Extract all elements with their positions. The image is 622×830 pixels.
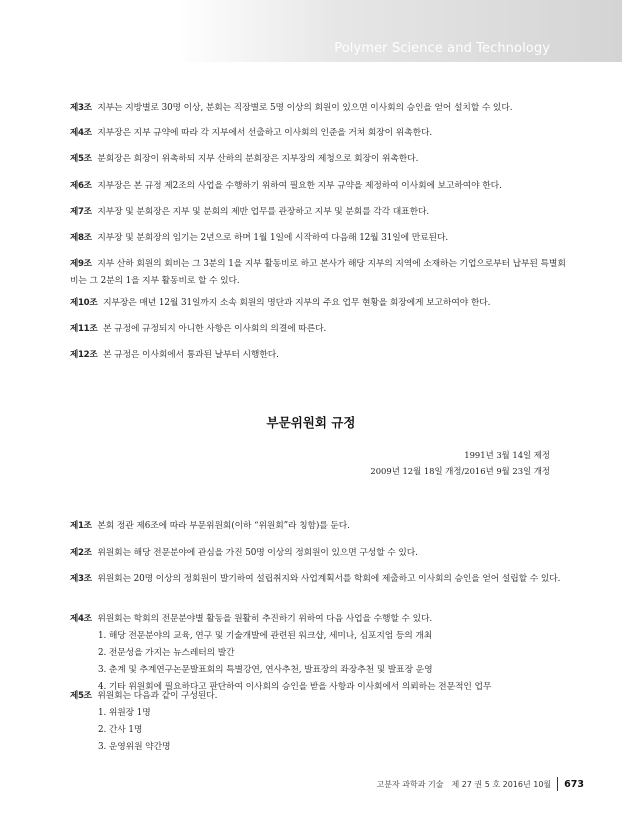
article-text: 분회장은 회장이 위촉하되 지부 산하의 분회장은 지부장의 제청으로 회장이 위촉한다. (97, 154, 419, 164)
branch-article-3 (70, 100, 568, 117)
committee-article-1 (70, 518, 568, 535)
branch-article-12 (70, 347, 568, 364)
article-text: 지부장은 본 규정 제2조의 사업을 수행하기 위하여 필요한 지부 규약을 제정하여 이사회에 보고하여야 한다. (97, 181, 502, 191)
footer-journal: 고분자 과학과 기술 (376, 779, 444, 789)
branch-article-7 (70, 204, 568, 221)
list-item: 3. 춘계 및 추계연구논문발표회의 특별강연, 연사추천, 발표장의 좌장추천 및 발표장 운영 (98, 665, 433, 675)
article-text: 지부 산하 회원의 회비는 그 3분의 1을 지부 활동비로 하고 본사가 해당 지부의 지역에 소재하는 기업으로부터 납부된 특별회비는 그 2분의 1을 지부 활동비로 할 수 있다. (70, 259, 566, 286)
branch-article-8 (70, 230, 568, 247)
footer-issue: 제 27 권 5 호 2016년 10월 (451, 779, 552, 789)
article-number: 제2조 (70, 548, 92, 558)
committee-article-2 (70, 545, 568, 562)
article-number: 제3조 (70, 103, 92, 113)
branch-article-5 (70, 151, 568, 168)
article-text: 위원회는 다음과 같이 구성된다. (97, 691, 218, 701)
list-item: 3. 운영위원 약간명 (98, 742, 171, 752)
branch-article-4 (70, 125, 568, 142)
article-text: 지부장 및 분회장의 임기는 2년으로 하며 1월 1일에 시작하여 다음해 12월 31일에 만료된다. (97, 233, 449, 243)
enactment-date: 1991년 3월 14일 제정 (464, 450, 550, 460)
article-number: 제5조 (70, 154, 92, 164)
article-text: 지부장은 매년 12월 31일까지 소속 회원의 명단과 지부의 주요 업무 현황을 회장에게 보고하여야 한다. (103, 298, 491, 308)
article-number: 제12조 (70, 350, 98, 360)
committee-article-3 (70, 571, 568, 588)
article-number: 제4조 (70, 614, 92, 624)
article-text: 위원회는 학회의 전문분야별 활동을 원활히 추진하기 위하여 다음 사업을 수행할 수 있다. (97, 614, 433, 624)
article-number: 제6조 (70, 181, 92, 191)
article-number: 제9조 (70, 259, 92, 269)
article-number: 제10조 (70, 298, 98, 308)
branch-article-11 (70, 321, 568, 338)
list-item: 1. 해당 전문분야의 교육, 연구 및 기술개발에 관련된 워크샵, 세미나, 심포지엄 등의 개최 (98, 631, 433, 641)
article-text: 위원회는 해당 전문분야에 관심을 가진 50명 이상의 정회원이 있으면 구성할 수 있다. (97, 548, 418, 558)
article-number: 제1조 (70, 521, 92, 531)
article-text: 지부장은 지부 규약에 따라 각 지부에서 선출하고 이사회의 인준을 거쳐 회장이 위촉한다. (97, 128, 433, 138)
article-number: 제8조 (70, 233, 92, 243)
list-item: 2. 전문성을 가지는 뉴스레터의 발간 (98, 648, 235, 658)
article-number: 제3조 (70, 574, 92, 584)
journal-title: Polymer Science and Technology (334, 41, 550, 56)
page-footer (377, 777, 584, 791)
list-item: 4. 기타 위원회에 필요하다고 판단하여 이사회의 승인을 받을 사항과 이사회에서 의뢰하는 전문적인 업무 (98, 682, 492, 692)
branch-article-9 (70, 256, 568, 290)
branch-article-6 (70, 178, 568, 195)
article-number: 제7조 (70, 207, 92, 217)
article-number: 제4조 (70, 128, 92, 138)
header-banner (0, 0, 622, 62)
committee-article-5 (70, 688, 568, 756)
footer-divider (557, 777, 558, 791)
article-text: 본 규정은 이사회에서 통과된 날부터 시행한다. (103, 350, 279, 360)
list-item: 1. 위원장 1명 (98, 708, 151, 718)
article-text: 본 규정에 규정되지 아니한 사항은 이사회의 의결에 따른다. (103, 324, 327, 334)
revision-dates: 2009년 12월 18일 개정/2016년 9월 23일 개정 (370, 466, 550, 476)
article-text: 지부장 및 분회장은 지부 및 분회의 제반 업무를 관장하고 지부 및 분회를 각각 대표한다. (97, 207, 430, 217)
article-number: 제11조 (70, 324, 98, 334)
article-text: 지부는 지방별로 30명 이상, 분회는 직장별로 5명 이상의 회원이 있으면 이사회의 승인을 얻어 설치할 수 있다. (97, 103, 513, 113)
branch-article-10 (70, 295, 568, 312)
page-number: 673 (564, 778, 584, 790)
article-text: 위원회는 20명 이상의 정회원이 발기하여 설립취지와 사업계획서를 학회에 제출하고 이사회의 승인을 얻어 설립할 수 있다. (97, 574, 561, 584)
committee-article-4 (70, 611, 568, 696)
list-item: 2. 간사 1명 (98, 725, 143, 735)
article-number: 제5조 (70, 691, 92, 701)
section-title: 부문위원회 규정 (266, 415, 356, 430)
header-corner (0, 0, 182, 62)
article-text: 본회 정관 제6조에 따라 부문위원회(이하 “위원회”라 칭함)를 둔다. (97, 521, 350, 531)
